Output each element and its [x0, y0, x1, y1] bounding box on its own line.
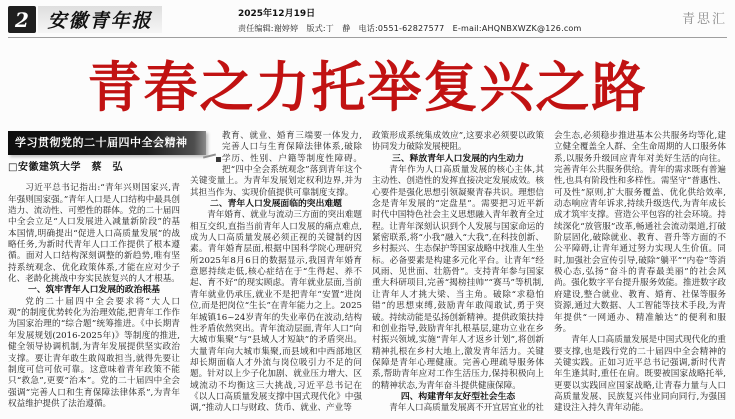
article-column-1 [8, 131, 188, 415]
paragraph: 教育、就业、婚育三端要一体发力,完善人口与生育保障法律体系,破除学历、性别、户籍等制度性障碍。把“四中全会系统观念”落到青年这个关键变量上。为青年发展划定权利边界,并为其担当作为、实现价值提供可靠制度支撑。 [190, 131, 362, 198]
masthead [8, 6, 162, 33]
paragraph: 习近平总书记指出:“青年兴则国家兴,青年强则国家强。”青年人口是人口结构中最具创造力、流动性、可塑性的群体。党的二十届四中全会立足“人口发展进入减量新阶段”的基本国情,明确提出“促进人口高质量发展”的战略任务,为新时代青年人口工作提供了根本遵循。面对人口结构深刻调整的新趋势,唯有坚持系统观念、优化政策体系,才能在应对少子化、老龄化挑战中夯实民族复兴的人才根基。 [8, 183, 180, 285]
paragraph: 党的二十届四中全会要求将“大人口观”的制度优势转化为治理效能,把青年工作作为国家治理的“综合题”统筹推进。《中长期青年发展规划(2016-2025年)》等制度的推进,健全领导协调机制,为青年发展提供坚实政治支撑。要让青年敢生敢闯敢担当,就得先要让制度可信可依可靠。这意味着青年政策不能只“救急”,更要“治本”。党的二十届四中全会强调“完善人口和生育保障法律体系”,为青年权益维护提供了法治遵循。 [8, 296, 180, 409]
article-column-4 [554, 131, 726, 415]
paragraph: 政策形成系统集成效应”,这要求必须要以政策协同发力破除发展梗阻。 [372, 131, 544, 153]
page-number-badge: 2 [8, 6, 36, 33]
page-header [0, 0, 735, 33]
section-heading-1: 一、筑牢青年人口发展的政治根基 [28, 285, 160, 296]
paragraph: 青年人口高质量发展离不开宜居宜业的社 [389, 403, 544, 414]
headline-wrap [0, 38, 735, 128]
paragraph: 青年作为人口高质量发展的核心主体,其主动性、创造性的发挥直接决定发展成效。核心要件是强化思想引领凝聚青春共识。理想信念是青年发展的“定盘星”。需要把习近平新时代中国特色社会主义思想融入青年教育全过程。让青年深刻认识到个人发展与国家命运的紧密联系,将“小我”融入“大我”,在科技创新、乡村振兴、生态保护等国家战略中找准人生坐标。必备要素是构建多元化平台。让青年“经风雨、见世面、壮筋骨”。支持青年参与国家重大科研项目,完善“揭榜挂帅”“赛马”等机制,让青年人才挑大梁、当主角。破除“求稳怕错”的思想束缚,鼓励青年敢闯敢试,勇于突破。持续动能是弘扬创新精神。提供政策扶持和创业指导,鼓励青年扎根基层,建功立业在乡村振兴领域,实施“青年人才返乡计划”,将创新精神扎根在乡村大地上,激发青年活力。关键保障是青年心理健康。完善心理疏导服务体系,帮助青年应对工作生活压力,保持积极向上的精神状态,为青年奋斗提供健康保障。 [372, 165, 544, 391]
masthead-title: 安徽青年报 [38, 6, 162, 33]
section-heading-4: 四、构建青年友好型社会生态 [400, 391, 516, 402]
brush-tail-icon [203, 151, 221, 162]
author-byline: □安徽建筑大学 蔡 弘 [8, 162, 123, 173]
edition-date: 2025年12月19日 [238, 9, 316, 19]
editor-contact-line: 责任编辑:谢婷婷 版式:丁 静 电话:0551-62827577 E-mail:AHQNBXWZK@126.com [238, 24, 582, 33]
article-column-2 [190, 131, 362, 415]
study-theme-banner [8, 131, 206, 155]
section-heading-2: 二、青年人口发展面临的突出难题 [210, 199, 342, 210]
paragraph: 会生态,必须稳步推进基本公共服务均等化,建立健全覆盖全人群、全生命周期的人口服务体系,以服务升级回应青年对美好生活的向往。完善青年公共服务供给。青年的需求既有普遍性,也具有阶段性和多样性。需坚守“普惠性、可及性”原则,扩大服务覆盖、优化供给效率,动态响应青年诉求,持续升级迭代,为青年成长成才筑牢支撑。营造公平包容的社会环境。持续深化“放管服”改革,畅通社会流动渠道,打破阶层固化,破除就业、教育、晋升等方面的不公平障碍,让青年通过努力实现人生价值。同时,加强社会宣传引导,破除“躺平”“内卷”等消极心态,弘扬“奋斗的青春最美丽”的社会风尚。强化数字平台提升服务效能。推进数字政府建设,整合就业、教育、婚育、社保等服务资源,通过大数据、人工智能等技术手段,为青年提供“一网通办、精准触达”的便利和服务。 [554, 131, 726, 334]
study-theme-banner-text: 学习贯彻党的二十届四中全会精神 [15, 136, 188, 149]
section-heading-3: 三、释放青年人口发展的内生动力 [392, 153, 524, 164]
paragraph: 青年婚育、就业与流动三方面的突出难题相互交织,直指当前青年人口发展的痛点难点,成为人口高质量发展必须正视的关键制约因素。青年婚育层面,根据中国科学院心理研究所2025年8月6日的数据显示,我国青年婚育意愿持续走低,核心症结在于“生得起、养不起、育不好”的现实顾虑。青年就业层面,当前青年就业仍承压,就业不是把青年“安置”进岗位,而是把岗位“生长”在青年能力之上。2025年城镇16~24岁青年的失业率仍在波动,结构性矛盾依然突出。青年流动层面,青年人口“向大城市集聚”与“县域人才短缺”的矛盾突出。大量青年向大城市集聚,而县域和中西部地区却长期面临人才外流与岗位吸引力不足的问题。针对以上少子化加剧、就业压力增大、区域流动不均衡这三大挑战,习近平总书记在《以人口高质量发展支撑中国式现代化》中强调,“推动人口与财政、货币、就业、产业等 [190, 210, 362, 414]
edition-info [238, 6, 582, 34]
article-body [0, 128, 735, 415]
section-name: 青思汇 [681, 12, 727, 27]
paragraph: 青年人口高质量发展是中国式现代化的重要支撑,也是践行党的二十届四中全会精神的关键实践。正如习近平总书记强调,新时代青年生逢其时,重任在肩。既要被国家战略托举,更要以实践回应国家战略,让青春力量与人口高质量发展、民族复兴伟业同向同行,为强国建设注入持久青年动能。 [554, 335, 726, 414]
article-column-3 [372, 131, 544, 415]
headline: 青春之力托举复兴之路 [87, 54, 648, 119]
